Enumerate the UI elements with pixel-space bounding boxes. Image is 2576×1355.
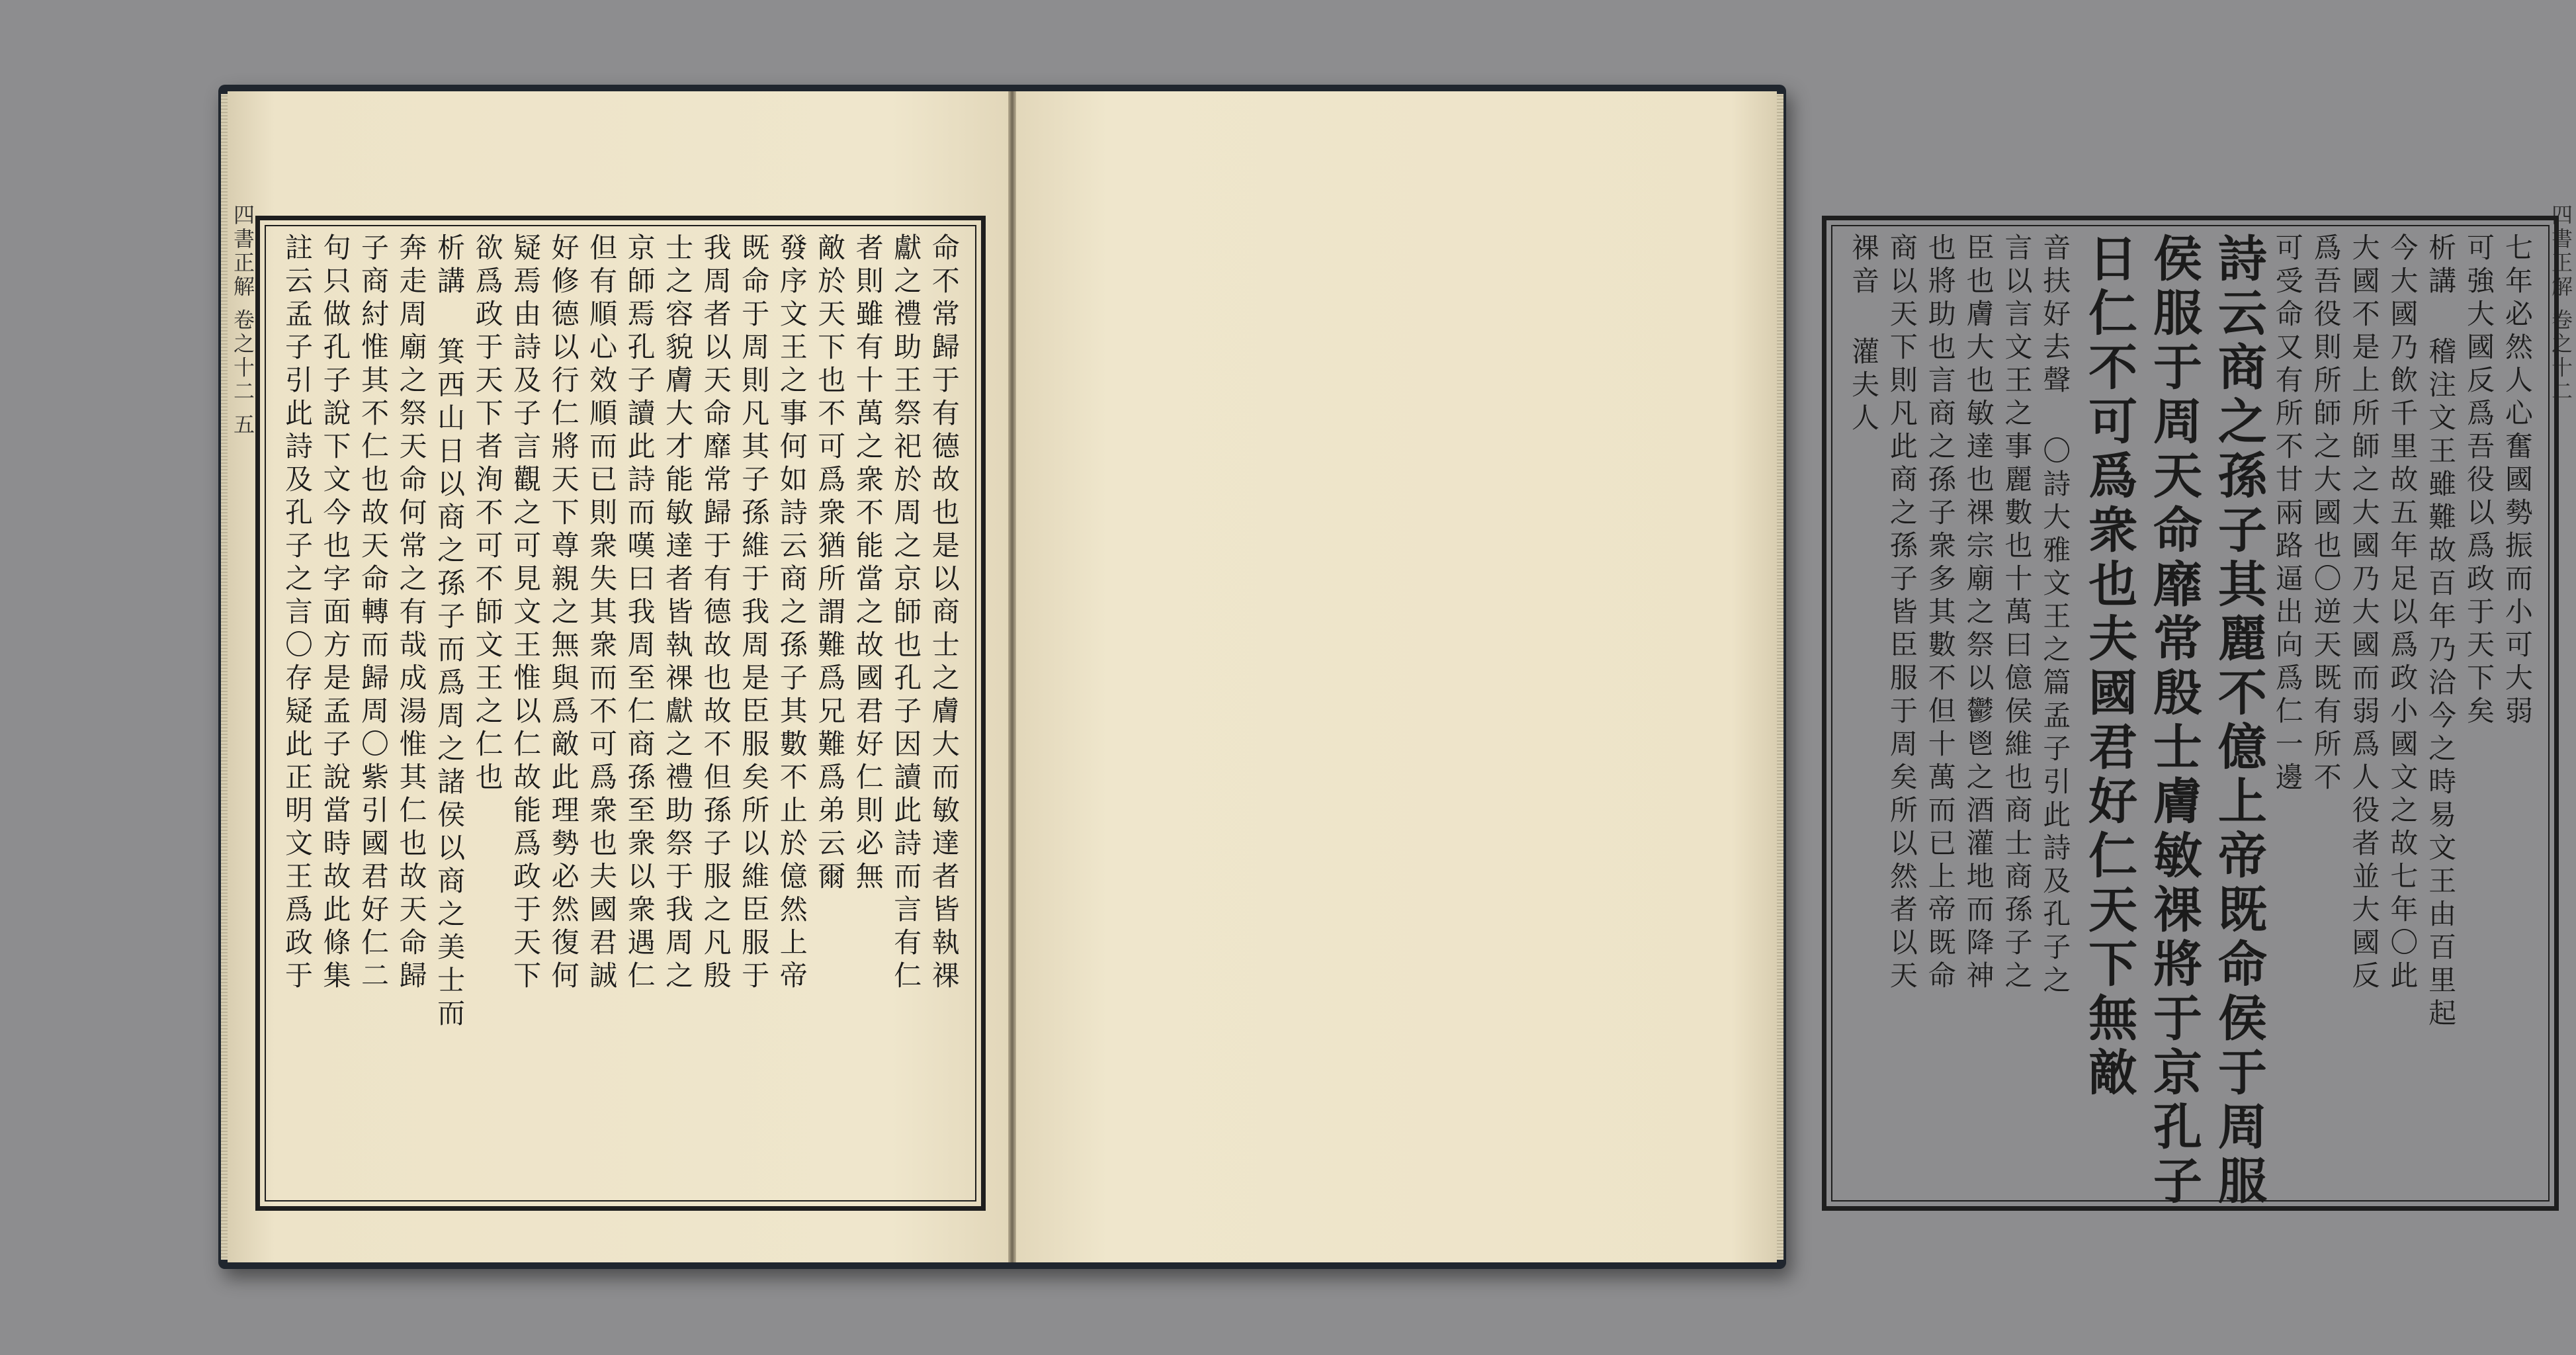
- text-column: 臣也膚大也敏達也祼宗廟之祭以鬱鬯之酒灌地而降神: [1962, 233, 1995, 994]
- text-column: 既命于周則凡其子孫維于我周是臣服矣所以維臣服于: [738, 233, 771, 994]
- open-book: [218, 85, 2573, 1269]
- text-column: 可受命又有所不甘兩路逼出向爲仁一邊: [2271, 233, 2304, 795]
- right-page-text: [1843, 233, 2534, 1209]
- text-column: 者則雖有十萬之衆不能當之故國君好仁則必無: [851, 233, 884, 895]
- text-column: 析講 箕西山日以商之孫子而爲周之諸侯以商之美士而: [433, 233, 466, 1031]
- text-column: 句只做孔子說下文今也字面方是孟子說當時故此條集: [319, 233, 352, 994]
- text-column: 發序文王之事何如詩云商之孫子其數不止於億然上帝: [775, 233, 808, 994]
- left-page-banshin: 四書正解 卷之十二 五: [230, 204, 255, 437]
- text-column: 我周者以天命靡常歸于有德故也故不但孫子服之凡殷: [699, 233, 732, 994]
- book-gutter: [1008, 91, 1016, 1262]
- text-column: 爲吾役則所師之大國也〇逆天既有所不: [2309, 233, 2342, 795]
- text-column: 命不常歸于有德故也是以商士之膚大而敏達者皆執祼: [927, 233, 961, 994]
- text-column: 註云孟子引此詩及孔子之言〇存疑此正明文王爲政于: [281, 233, 314, 994]
- text-column: 士之容貌膚大才能敏達者皆執祼獻之禮助祭于我周之: [662, 233, 695, 994]
- text-column: 日仁不可爲衆也夫國君好仁天下無敵: [2081, 233, 2138, 1101]
- text-column: 子商紂惟其不仁也故天命轉而歸周〇紫引國君好仁二: [357, 233, 390, 994]
- text-column: 敵於天下也不可爲衆猶所謂難爲兄難爲弟云爾: [814, 233, 847, 895]
- text-column: 但有順心效順而已則衆失其衆而不可爲衆也夫國君誠: [585, 233, 619, 994]
- text-column: 祼音 灌夫人: [1848, 233, 1880, 436]
- text-column: 大國不是上所師之大國乃大國而弱爲人役者並大國反: [2348, 233, 2381, 994]
- text-column: 京師焉孔子讀此詩而嘆曰我周至仁商孫至衆以衆遇仁: [623, 233, 656, 994]
- text-column: 疑焉由詩及子言觀之可見文王惟以仁故能爲政于天下: [509, 233, 542, 994]
- text-column: 侯服于周天命靡常殷士膚敏祼將于京孔子: [2145, 233, 2203, 1209]
- right-page-banshin: 四書正解 卷之十二: [2548, 204, 2573, 404]
- text-column: 奔走周廟之祭天命何常之有哉成湯惟其仁也故天命歸: [395, 233, 428, 994]
- right-page: [1016, 91, 2573, 1262]
- text-column: 獻之禮助王祭祀於周之京師也孔子因讀此詩而言有仁: [890, 233, 923, 994]
- left-page: [228, 91, 1008, 1262]
- text-column: 今大國乃飲千里故五年足以爲政小國文之故七年〇此: [2386, 233, 2419, 994]
- text-column: 言以言文王之事麗數也十萬曰億侯維也商士商孫子之: [2000, 233, 2034, 994]
- text-column: 七年必然人心奮國勢振而小可大弱: [2501, 233, 2534, 729]
- text-column: 好修德以行仁將天下尊親之無與爲敵此理勢必然復何: [547, 233, 580, 994]
- text-column: 音扶好去聲 〇詩大雅文王之篇孟子引此詩及孔子之: [2039, 233, 2072, 998]
- text-column: 也將助也言商之孫子衆多其數不但十萬而已上帝既命: [1924, 233, 1957, 994]
- text-column: 可強大國反爲吾役以爲政于天下矣: [2463, 233, 2496, 729]
- text-column: 商以天下則凡此商之孫子皆臣服于周矣所以然者以天: [1885, 233, 1918, 994]
- text-column: 詩云商之孫子其麗不億上帝既命侯于周服: [2210, 233, 2267, 1209]
- left-page-text: [277, 233, 961, 1186]
- text-column: 欲爲政于天下者洵不可不師文王之仁也: [471, 233, 504, 795]
- text-column: 析講 稽注文王雖難故百年乃洽今之時易文王由百里起: [2425, 233, 2458, 1031]
